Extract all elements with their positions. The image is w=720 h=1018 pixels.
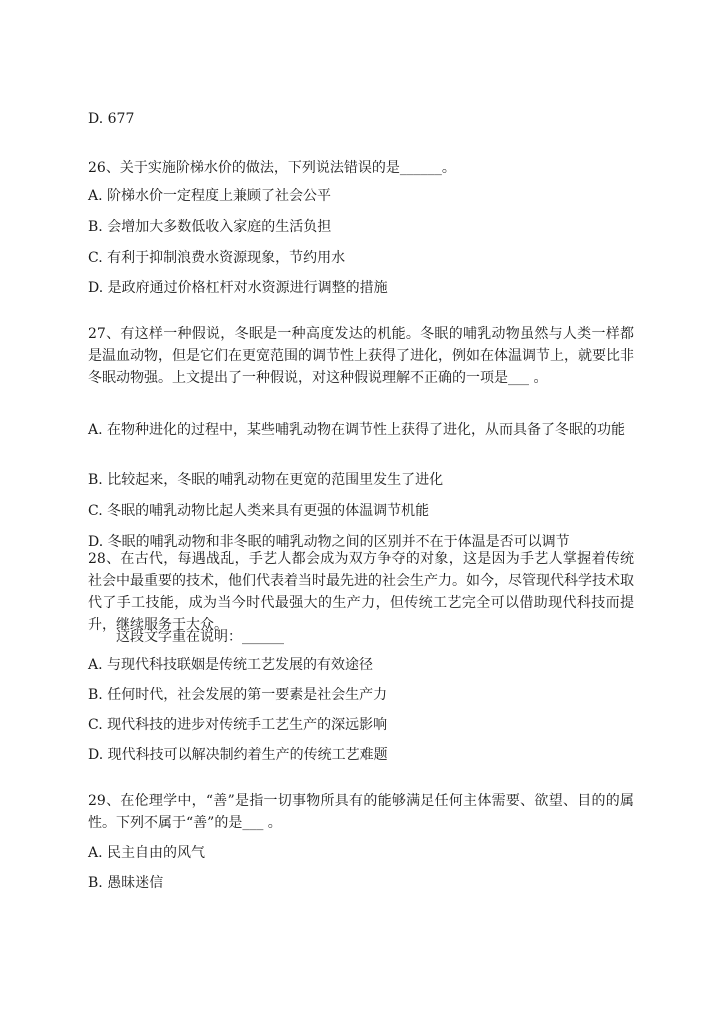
question-29-stem: 29、在伦理学中，“善”是指一切事物所具有的能够满足任何主体需要、欲望、目的的属性。下列不属于“善”的是___ 。 — [88, 793, 634, 831]
question-29-option-a: A. 民主自由的风气 — [88, 845, 206, 861]
question-27-stem: 27、有这样一种假说，冬眠是一种高度发达的机能。冬眠的哺乳动物虽然与人类一样都是温血动物，但是它们在更宽范围的调节性上获得了进化，例如在体温调节上，就要比非冬眠动物强。上文提出了一种假说，对这种假说理解不正确的一项是___ 。 — [88, 326, 634, 386]
question-28-option-b: B. 任何时代，社会发展的第一要素是社会生产力 — [88, 687, 388, 703]
question-28-option-a: A. 与现代科技联姻是传统工艺发展的有效途径 — [88, 657, 374, 673]
question-27-option-b: B. 比较起来，冬眠的哺乳动物在更宽的范围里发生了进化 — [88, 472, 444, 488]
prev-option-d: D. 677 — [88, 111, 135, 127]
question-28-option-c: C. 现代科技的进步对传统手工艺生产的深远影响 — [88, 717, 388, 733]
document-page — [88, 0, 634, 1018]
question-28-option-d: D. 现代科技可以解决制约着生产的传统工艺难题 — [88, 747, 388, 763]
question-27-option-d: D. 冬眠的哺乳动物和非冬眠的哺乳动物之间的区别并不在于体温是否可以调节 — [88, 534, 570, 550]
question-28-stem: 28、在古代，每遇战乱，手艺人都会成为双方争夺的对象，这是因为手艺人掌握着传统社会中最重要的技术，他们代表着当时最先进的社会生产力。如今，尽管现代科学技术取代了手工技能，成为当今时代最强大的生产力，但传统工艺完全可以借助现代科技而提升，继续服务于大众。 — [88, 551, 634, 633]
question-26-option-c: C. 有利于抑制浪费水资源现象，节约用水 — [88, 250, 346, 266]
question-26-stem: 26、关于实施阶梯水价的做法，下列说法错误的是______。 — [88, 160, 456, 176]
question-27-option-a: A. 在物种进化的过程中，某些哺乳动物在调节性上获得了进化，从而具备了冬眠的功能 — [88, 422, 626, 438]
question-27-option-c: C. 冬眠的哺乳动物比起人类来具有更强的体温调节机能 — [88, 503, 430, 519]
question-26-option-b: B. 会增加大多数低收入家庭的生活负担 — [88, 219, 332, 235]
question-26-option-a: A. 阶梯水价一定程度上兼顾了社会公平 — [88, 188, 332, 204]
question-29-option-b: B. 愚昧迷信 — [88, 875, 164, 891]
question-26-option-d: D. 是政府通过价格杠杆对水资源进行调整的措施 — [88, 280, 388, 296]
question-28-sub-prompt: 这段文字重在说明：______ — [116, 629, 284, 645]
